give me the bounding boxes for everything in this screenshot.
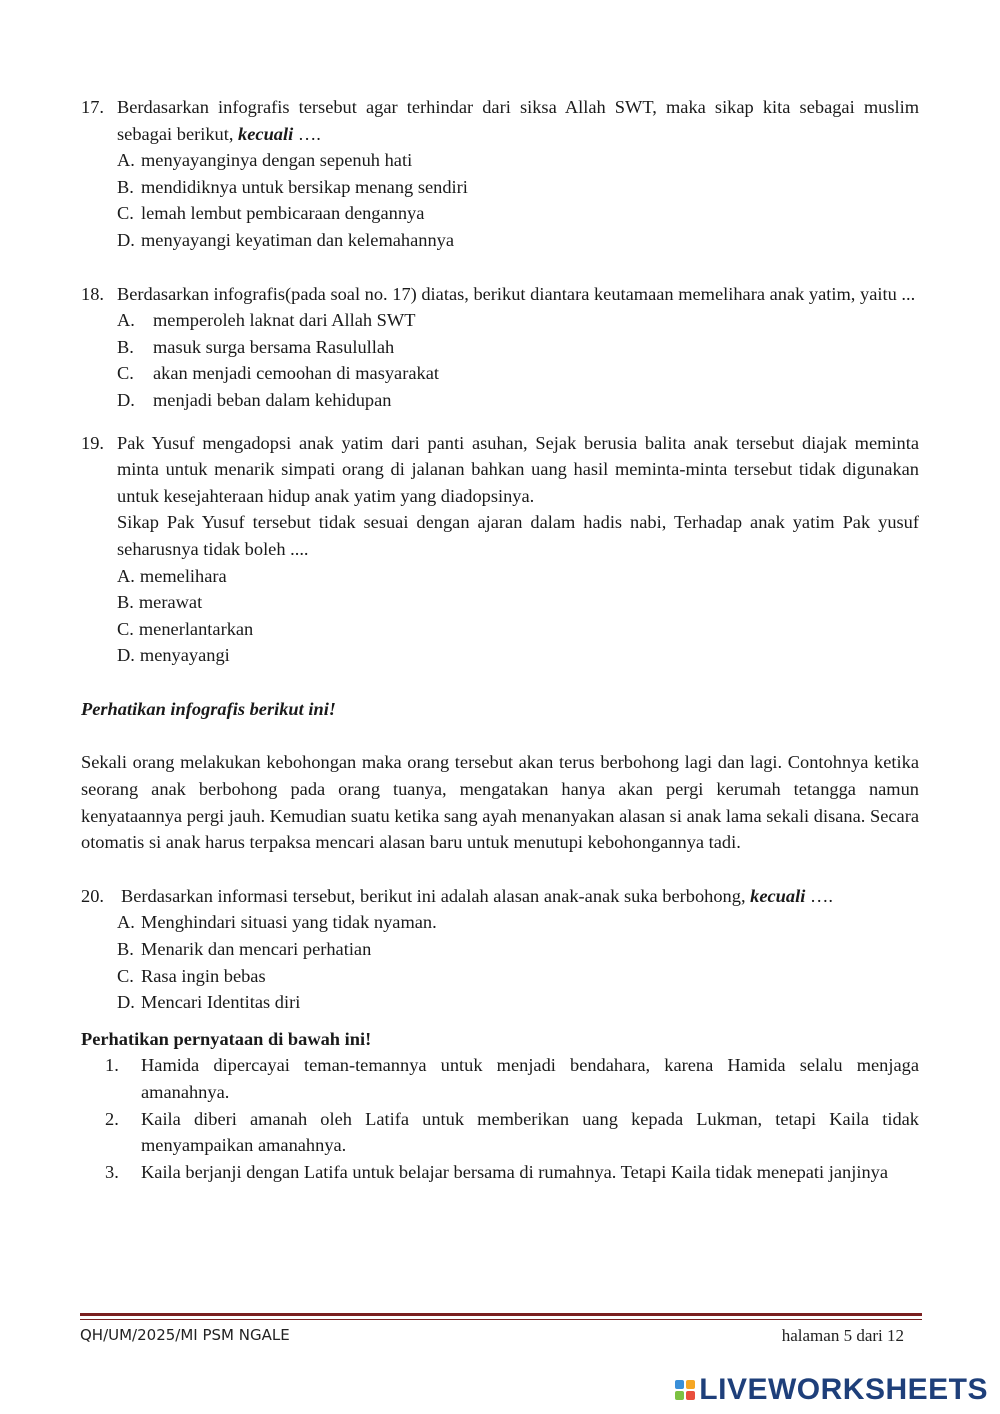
option-b[interactable]: B. mendidiknya untuk bersikap menang sendiri: [117, 176, 468, 197]
question-text: Berdasarkan informasi tersebut, berikut ini adalah alasan anak-anak suka berbohong, kecuali ….: [121, 885, 833, 906]
option-a[interactable]: A. memperoleh laknat dari Allah SWT: [117, 310, 416, 331]
options-18: [117, 307, 919, 413]
option-d[interactable]: D. menyayangi: [117, 645, 230, 666]
question-number: 17.: [81, 97, 104, 117]
option-a[interactable]: A. Menghindari situasi yang tidak nyaman.: [117, 912, 437, 933]
question-19: [81, 430, 919, 563]
footer-rule-thick: [80, 1313, 922, 1316]
option-c[interactable]: C. lemah lembut pembicaraan dengannya: [117, 203, 425, 224]
option-c[interactable]: C. Rasa ingin bebas: [117, 965, 266, 986]
option-d[interactable]: D. Mencari Identitas diri: [117, 992, 301, 1013]
infographic-heading: Perhatikan infografis berikut ini!: [81, 698, 336, 719]
question-text: Berdasarkan infografis tersebut agar terhindar dari siksa Allah SWT, maka sikap kita sebagai muslim sebagai berikut, kecuali ….: [117, 97, 919, 144]
option-b[interactable]: B. merawat: [117, 592, 203, 613]
options-20: [117, 909, 919, 1015]
worksheet-page: [81, 94, 919, 1185]
document-code: QH/UM/2025/MI PSM NGALE: [80, 1326, 290, 1344]
options-17: [117, 147, 919, 253]
option-d[interactable]: D. menyayangi keyatiman dan kelemahannya: [117, 229, 455, 250]
liveworksheets-logo-icon: [675, 1380, 695, 1400]
liveworksheets-brand[interactable]: [675, 1373, 988, 1407]
emphasis-kecuali: kecuali: [238, 123, 294, 144]
question-18: [81, 281, 919, 308]
statement-item: 2. Kaila diberi amanah oleh Latifa untuk memberikan uang kepada Lukman, tetapi Kaila tidak menyampaikan amanahnya.: [105, 1108, 919, 1156]
question-17: [81, 94, 919, 147]
option-d[interactable]: D. menjadi beban dalam kehidupan: [117, 389, 392, 410]
option-c[interactable]: C. menerlantarkan: [117, 618, 254, 639]
option-b[interactable]: B. Menarik dan mencari perhatian: [117, 939, 372, 960]
page-number: halaman 5 dari 12: [781, 1326, 904, 1345]
option-b[interactable]: B. masuk surga bersama Rasulullah: [117, 336, 395, 357]
statement-item: 3. Kaila berjanji dengan Latifa untuk belajar bersama di rumahnya. Tetapi Kaila tidak menepati janjinya: [105, 1161, 888, 1182]
question-20: [81, 883, 919, 910]
statements-heading: Perhatikan pernyataan di bawah ini!: [81, 1028, 372, 1049]
footer-rule-thin: [80, 1319, 922, 1320]
statements-list: [105, 1052, 919, 1185]
emphasis-kecuali: kecuali: [750, 885, 806, 906]
question-text: Pak Yusuf mengadopsi anak yatim dari panti asuhan, Sejak berusia balita anak tersebut diajak meminta minta untuk menarik simpati orang di jalanan bahkan uang hasil meminta-minta tersebut tidak digunakan untuk kesejahteraan hidup anak yatim yang diadopsinya.: [117, 432, 919, 506]
option-a[interactable]: A. memelihara: [117, 565, 227, 586]
option-a[interactable]: A. menyayanginya dengan sepenuh hati: [117, 150, 413, 171]
question-number: 19.: [81, 432, 104, 453]
brand-name: LIVEWORKSHEETS: [699, 1373, 988, 1406]
options-19: [117, 563, 919, 669]
option-c[interactable]: C. akan menjadi cemoohan di masyarakat: [117, 363, 439, 384]
question-prompt: Sikap Pak Yusuf tersebut tidak sesuai dengan ajaran dalam hadis nabi, Terhadap anak yatim Pak yusuf seharusnya tidak boleh ....: [117, 512, 919, 559]
question-number: 18.: [81, 283, 104, 304]
question-number: 20.: [81, 885, 104, 906]
statement-item: 1. Hamida dipercayai teman-temannya untuk menjadi bendahara, karena Hamida selalu menjaga amanahnya.: [105, 1055, 919, 1102]
question-text: Berdasarkan infografis(pada soal no. 17) diatas, berikut diantara keutamaan memelihara anak yatim, yaitu ...: [117, 283, 916, 304]
infographic-paragraph: Sekali orang melakukan kebohongan maka orang tersebut akan terus berbohong lagi dan lagi. Contohnya ketika seorang anak berbohong pada orang tuanya, mengatakan hanya akan pergi kerumah tetangga namun kenyataannya pergi jauh. Kemudian suatu ketika sang ayah menanyakan alasan si anak lama sekali disana. Secara otomatis si anak harus terpaksa mencari alasan baru untuk menutupi kebohongannya tadi.: [81, 752, 919, 853]
